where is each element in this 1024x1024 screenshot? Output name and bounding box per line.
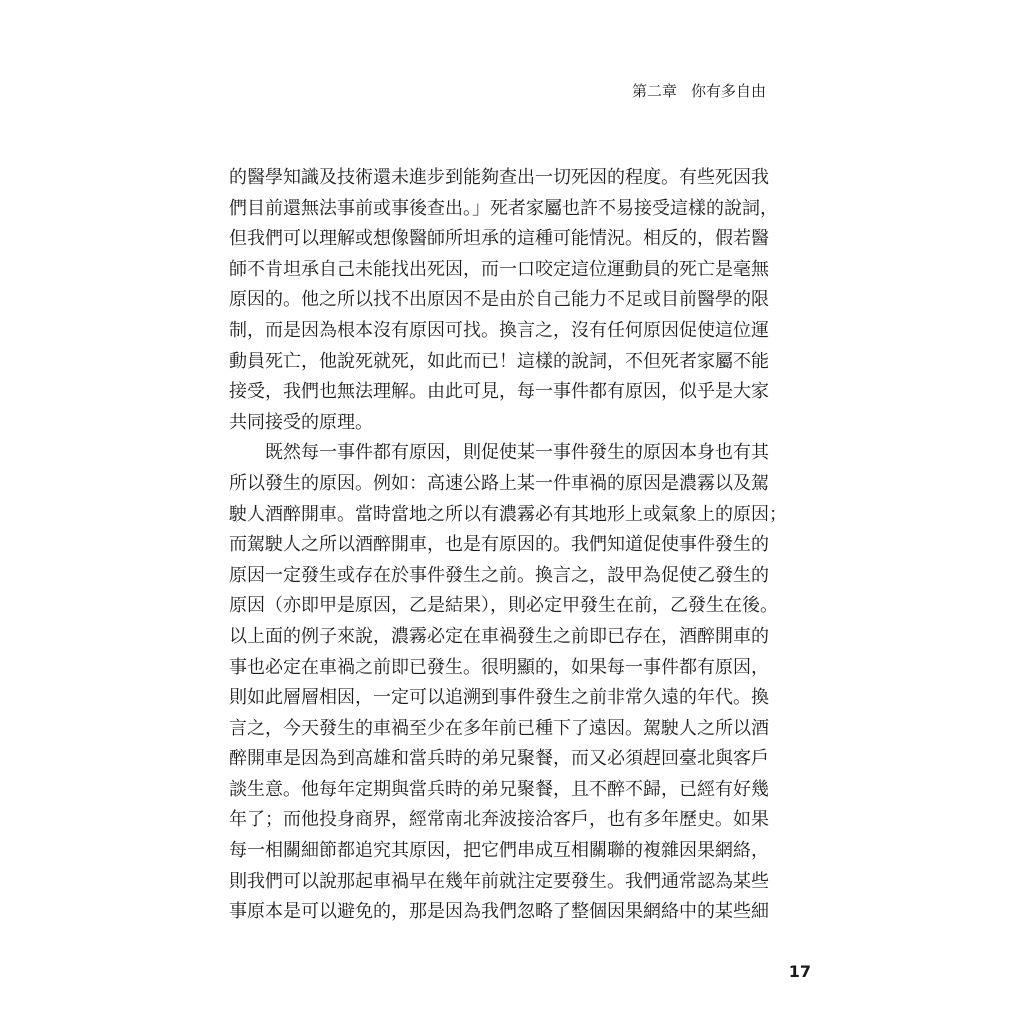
text-line: 言之，今天發生的車禍至少在多年前已種下了遠因。駕駛人之所以酒 — [229, 717, 769, 739]
text-line: 則我們可以說那起車禍早在幾年前就注定要發生。我們通常認為某些 — [229, 870, 769, 892]
text-line: 年了；而他投身商界，經常南北奔波接洽客戶，也有多年歷史。如果 — [229, 809, 769, 831]
chapter-label: 第二章 — [631, 82, 677, 100]
text-line: 的醫學知識及技術還未進步到能夠查出一切死因的程度。有些死因我 — [229, 167, 769, 188]
text-line: 談生意。他每年定期與當兵時的弟兄聚餐，且不醉不歸，已經有好幾 — [229, 778, 769, 800]
text-line: 既然每一事件都有原因，則促使某一事件發生的原因本身也有其 — [265, 442, 769, 464]
text-line: 制，而是因為根本沒有原因可找。換言之，沒有任何原因促使這位運 — [229, 319, 769, 341]
text-line: 們目前還無法事前或事後查出。」死者家屬也許不易接受這樣的說詞， — [229, 197, 778, 219]
text-line: 醉開車是因為到高雄和當兵時的弟兄聚餐，而又必須趕回臺北與客戶 — [229, 748, 769, 770]
text-line: 但我們可以理解或想像醫師所坦承的這種可能情況。相反的，假若醫 — [229, 228, 769, 250]
text-line: 師不肯坦承自己未能找出死因，而一口咬定這位運動員的死亡是毫無 — [229, 258, 769, 280]
paragraph — [229, 163, 778, 438]
text-line: 駛人酒醉開車。當時當地之所以有濃霧必有其地形上或氣象上的原因； — [229, 503, 787, 525]
paragraph — [229, 438, 787, 928]
text-line: 共同接受的原理。 — [229, 411, 373, 433]
text-line: 事原本是可以避免的，那是因為我們忽略了整個因果網絡中的某些細 — [229, 901, 769, 923]
chapter-title: 你有多自由 — [690, 82, 766, 100]
body-text — [229, 163, 787, 928]
text-line: 事也必定在車禍之前即已發生。很明顯的，如果每一事件都有原因， — [229, 656, 769, 678]
page-number: 17 — [788, 962, 811, 981]
text-line: 所以發生的原因。例如：高速公路上某一件車禍的原因是濃霧以及駕 — [229, 472, 769, 494]
text-line: 每一相關細節都追究其原因，把它們串成互相關聯的複雜因果網絡， — [229, 840, 769, 862]
text-line: 原因的。他之所以找不出原因不是由於自己能力不足或目前醫學的限 — [229, 289, 769, 311]
text-line: 則如此層層相因，一定可以追溯到事件發生之前非常久遠的年代。換 — [229, 687, 769, 709]
text-line: 原因一定發生或存在於事件發生之前。換言之，設甲為促使乙發生的 — [229, 564, 769, 586]
running-head — [632, 80, 766, 101]
text-line: 接受，我們也無法理解。由此可見，每一事件都有原因，似乎是大家 — [229, 381, 769, 403]
text-line: 動員死亡，他說死就死，如此而已！這樣的說詞，不但死者家屬不能 — [229, 350, 769, 372]
text-line: 原因（亦即甲是原因，乙是結果），則必定甲發生在前，乙發生在後。 — [229, 595, 778, 617]
text-line: 以上面的例子來說，濃霧必定在車禍發生之前即已存在，酒醉開車的 — [229, 625, 769, 647]
text-line: 而駕駛人之所以酒醉開車，也是有原因的。我們知道促使事件發生的 — [229, 534, 769, 556]
